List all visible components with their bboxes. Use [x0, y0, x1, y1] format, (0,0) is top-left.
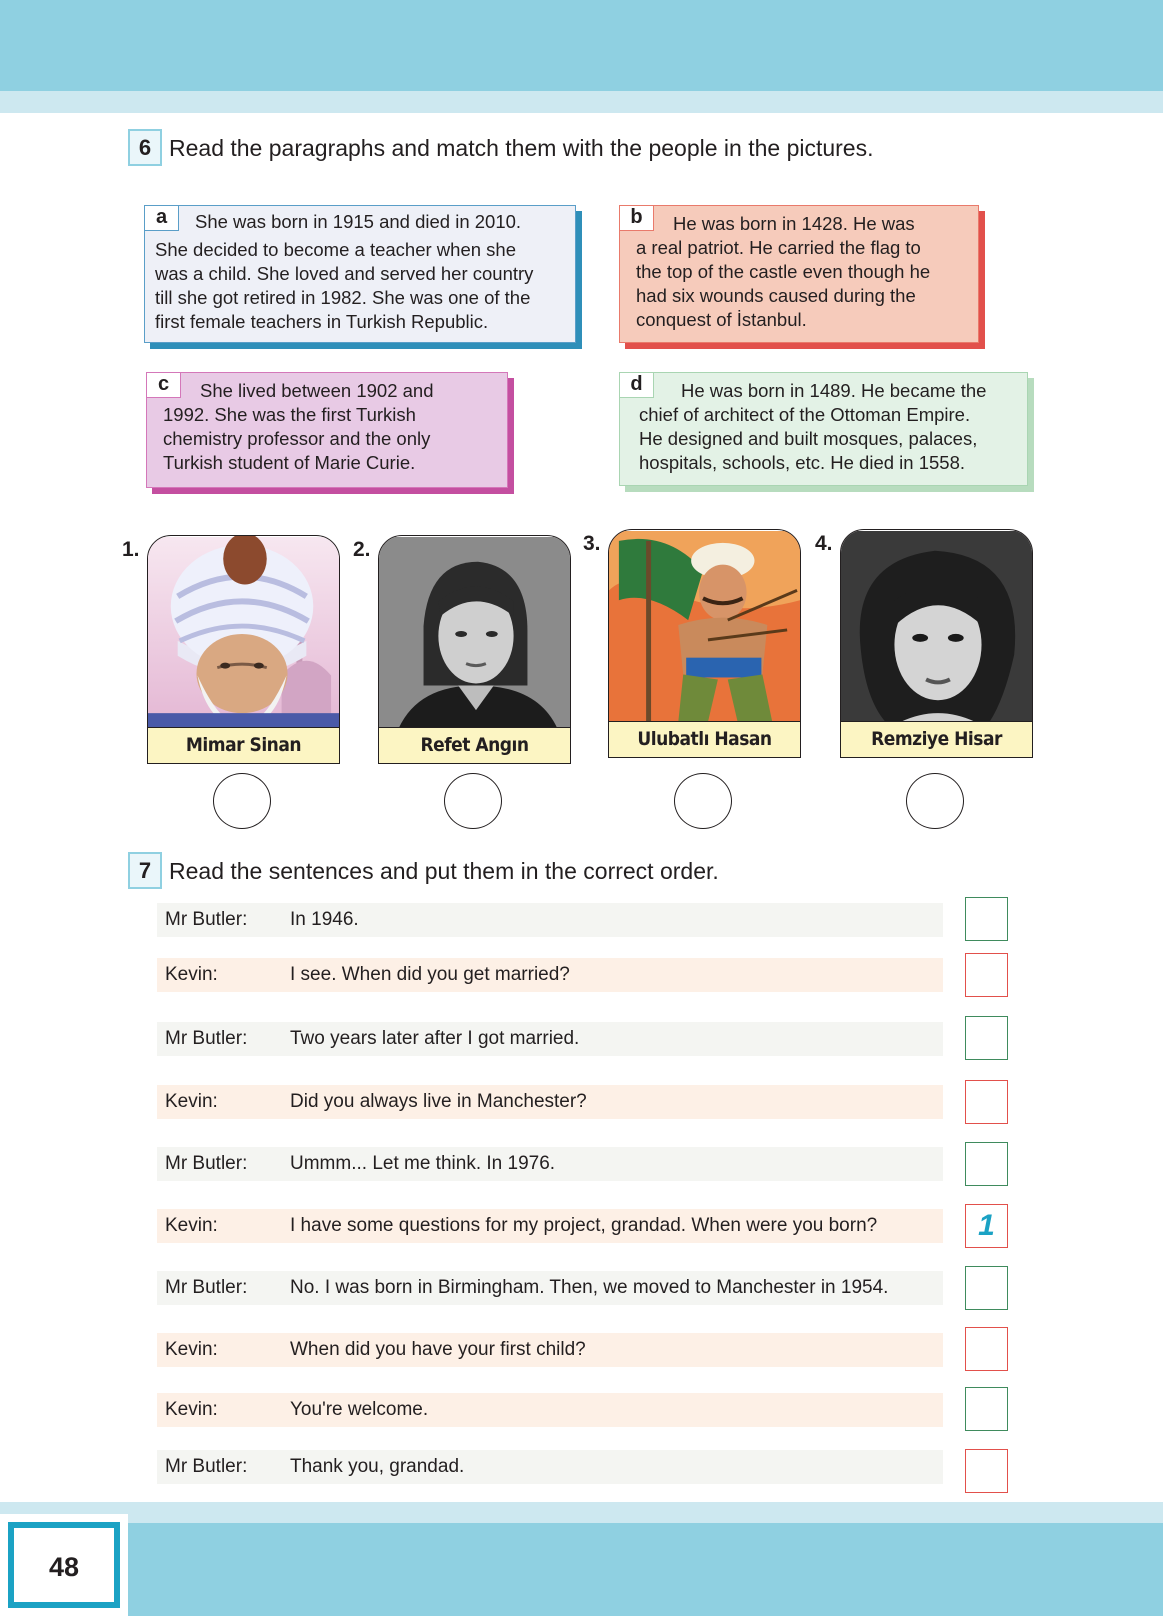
- paragraph-a-line-2: She decided to become a teacher when she: [155, 239, 516, 260]
- portrait-refet-angin: [379, 536, 570, 729]
- order-box-7[interactable]: [965, 1266, 1008, 1310]
- order-box-1[interactable]: [965, 897, 1008, 941]
- name-label-mimar-sinan: Mimar Sinan: [148, 727, 339, 763]
- dialogue-line: Ummm... Let me think. In 1976.: [290, 1153, 556, 1174]
- dialogue-speaker: Kevin:: [165, 1339, 218, 1360]
- dialogue-line: When did you have your first child?: [290, 1339, 586, 1360]
- picture-card-remziye-hisar: [840, 529, 1033, 758]
- order-box-4[interactable]: [965, 1080, 1008, 1124]
- name-label-ulubatli-hasan: Ulubatlı Hasan: [609, 721, 800, 757]
- paragraph-d-line-3: He designed and built mosques, palaces,: [639, 428, 978, 449]
- exercise-6-number: 6: [128, 129, 162, 166]
- page-number-box: [8, 1522, 120, 1608]
- dialogue-row-7: [157, 1271, 943, 1305]
- dialogue-line: Two years later after I got married.: [290, 1028, 580, 1049]
- exercise-7-title: Read the sentences and put them in the correct order.: [169, 858, 719, 884]
- dialogue-row-1: [157, 903, 943, 937]
- dialogue-line: Thank you, grandad.: [290, 1456, 465, 1477]
- name-label-remziye-hisar: Remziye Hisar: [841, 721, 1032, 757]
- paragraph-a-line-1: She was born in 1915 and died in 2010.: [195, 211, 522, 232]
- paragraph-b-line-2: a real patriot. He carried the flag to: [636, 237, 921, 258]
- dialogue-speaker: Mr Butler:: [165, 909, 248, 930]
- footer-band-light: [0, 1502, 1163, 1523]
- dialogue-speaker: Kevin:: [165, 1399, 218, 1420]
- paragraph-c-line-2: 1992. She was the first Turkish: [163, 404, 416, 425]
- dialogue-line: I have some questions for my project, grandad. When were you born?: [290, 1215, 878, 1236]
- order-box-9[interactable]: [965, 1387, 1008, 1431]
- paragraph-letter-c: c: [146, 372, 181, 398]
- picture-card-mimar-sinan: [147, 535, 340, 764]
- header-band-light: [0, 91, 1163, 113]
- portrait-mimar-sinan: [148, 536, 339, 729]
- dialogue-row-10: [157, 1450, 943, 1484]
- dialogue-row-6: [157, 1209, 943, 1243]
- dialogue-speaker: Mr Butler:: [165, 1277, 248, 1298]
- dialogue-row-8: [157, 1333, 943, 1367]
- header-band: [0, 0, 1163, 91]
- order-box-3[interactable]: [965, 1016, 1008, 1060]
- order-box-2[interactable]: [965, 953, 1008, 997]
- page-number: 48: [48, 1552, 80, 1582]
- dialogue-row-4: [157, 1085, 943, 1119]
- portrait-ulubatli-hasan: [609, 530, 800, 723]
- paragraph-d-line-4: hospitals, schools, etc. He died in 1558.: [639, 452, 965, 473]
- exercise-6-title: Read the paragraphs and match them with the people in the pictures.: [169, 135, 874, 161]
- paragraph-d-line-2: chief of architect of the Ottoman Empire.: [639, 404, 971, 425]
- paragraph-b-line-4: had six wounds caused during the: [636, 285, 916, 306]
- paragraph-d-line-1: He was born in 1489. He became the: [681, 380, 987, 401]
- picture-number-3: 3.: [583, 532, 601, 555]
- answer-oval-1[interactable]: [213, 773, 271, 829]
- order-box-6[interactable]: [965, 1204, 1008, 1248]
- paragraph-box-c: [146, 372, 508, 488]
- picture-number-2: 2.: [353, 538, 371, 561]
- paragraph-box-d: [619, 372, 1028, 486]
- dialogue-speaker: Kevin:: [165, 1215, 218, 1236]
- picture-number-4: 4.: [815, 532, 833, 555]
- paragraph-c-line-3: chemistry professor and the only: [163, 428, 431, 449]
- order-box-5[interactable]: [965, 1142, 1008, 1186]
- portrait-remziye-hisar: [841, 530, 1032, 723]
- dialogue-line: In 1946.: [290, 909, 359, 930]
- dialogue-speaker: Kevin:: [165, 1091, 218, 1112]
- dialogue-row-5: [157, 1147, 943, 1181]
- paragraph-a-line-4: till she got retired in 1982. She was one of the: [155, 287, 531, 308]
- picture-card-refet-angin: [378, 535, 571, 764]
- dialogue-row-3: [157, 1022, 943, 1056]
- paragraph-a-line-5: first female teachers in Turkish Republic.: [155, 311, 489, 332]
- name-label-refet-angin: Refet Angın: [379, 727, 570, 763]
- paragraph-b-line-3: the top of the castle even though he: [636, 261, 931, 282]
- paragraph-c-line-1: She lived between 1902 and: [200, 380, 434, 401]
- answer-oval-4[interactable]: [906, 773, 964, 829]
- dialogue-speaker: Mr Butler:: [165, 1153, 248, 1174]
- dialogue-line: No. I was born in Birmingham. Then, we moved to Manchester in 1954.: [290, 1277, 889, 1298]
- paragraph-b-line-1: He was born in 1428. He was: [673, 213, 915, 234]
- dialogue-row-9: [157, 1393, 943, 1427]
- picture-card-ulubatli-hasan: [608, 529, 801, 758]
- paragraph-a-line-3: was a child. She loved and served her country: [155, 263, 534, 284]
- paragraph-b-line-5: conquest of İstanbul.: [636, 309, 807, 330]
- paragraph-box-b: [619, 205, 979, 343]
- answer-oval-2[interactable]: [444, 773, 502, 829]
- dialogue-line: You're welcome.: [290, 1399, 429, 1420]
- order-answer: 1: [978, 1209, 995, 1242]
- paragraph-letter-d: d: [619, 372, 654, 398]
- paragraph-box-a: [144, 205, 576, 343]
- paragraph-letter-b: b: [619, 205, 654, 231]
- dialogue-line: I see. When did you get married?: [290, 964, 570, 985]
- dialogue-speaker: Kevin:: [165, 964, 218, 985]
- order-box-10[interactable]: [965, 1449, 1008, 1493]
- order-box-8[interactable]: [965, 1327, 1008, 1371]
- dialogue-speaker: Mr Butler:: [165, 1028, 248, 1049]
- exercise-7-number: 7: [128, 852, 162, 889]
- dialogue-line: Did you always live in Manchester?: [290, 1091, 587, 1112]
- footer-band: [0, 1523, 1163, 1616]
- dialogue-row-2: [157, 958, 943, 992]
- paragraph-c-line-4: Turkish student of Marie Curie.: [163, 452, 416, 473]
- answer-oval-3[interactable]: [674, 773, 732, 829]
- picture-number-1: 1.: [122, 538, 140, 561]
- paragraph-letter-a: a: [144, 205, 179, 231]
- dialogue-speaker: Mr Butler:: [165, 1456, 248, 1477]
